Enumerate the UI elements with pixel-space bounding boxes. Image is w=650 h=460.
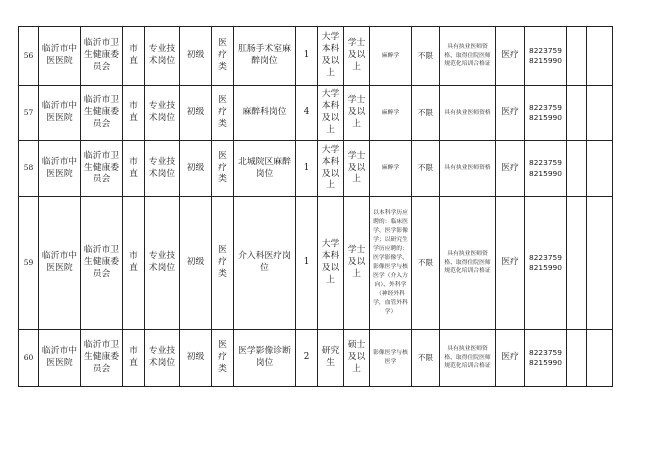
degree-requirement: 学士及以上 [344,27,370,86]
blank-cell [567,86,587,141]
major-requirement: 以本科学历应聘的：临床医学、医学影像学；以研究生学历应聘的：医学影像学、影像医学与核医学（介入方向）、外科学（神经外科学，血管外科学） [370,197,412,330]
exam-type: 医疗 [496,141,525,197]
blank-cell [587,330,613,387]
row-number: 57 [19,86,39,141]
job-posting-table [18,26,613,387]
post-name: 麻醉科岗位 [234,86,296,141]
qualification-requirement: 具有执业医师资格、取得住院医师规范化培训合格证 [440,330,496,387]
unit-name: 临沂市中医医院 [39,197,81,330]
recruit-count: 1 [296,141,318,197]
major-requirement: 麻醉学 [370,86,412,141]
authority-name: 临沂市卫生健康委员会 [81,27,123,86]
qualification-requirement: 具有执业医师资格 [440,141,496,197]
post-name: 医学影像诊断岗位 [234,330,296,387]
phone-primary: 8223759 [529,252,562,262]
other-requirement: 不限 [412,330,440,387]
post-category: 医疗类 [212,86,234,141]
phone-secondary: 8215990 [529,358,562,367]
post-grade: 初级 [180,330,212,387]
degree-requirement: 学士及以上 [344,86,370,141]
blank-cell [567,330,587,387]
post-type: 专业技术岗位 [145,141,180,197]
level-cell: 市直 [123,27,145,86]
table-row [19,141,613,197]
education-requirement: 大学本科及以上 [318,141,344,197]
unit-name: 临沂市中医医院 [39,86,81,141]
level-cell: 市直 [123,141,145,197]
post-category: 医疗类 [212,141,234,197]
blank-cell [587,197,613,330]
major-requirement: 影像医学与核医学 [370,330,412,387]
phone-secondary: 8215990 [529,56,562,65]
authority-name: 临沂市卫生健康委员会 [81,141,123,197]
post-type: 专业技术岗位 [145,197,180,330]
level-cell: 市直 [123,197,145,330]
phone-secondary: 8215990 [529,113,562,122]
post-type: 专业技术岗位 [145,330,180,387]
authority-name: 临沂市卫生健康委员会 [81,330,123,387]
qualification-requirement: 具有执业医师资格、取得住院医师规范化培训合格证 [440,197,496,330]
table-row [19,86,613,141]
education-requirement: 大学本科及以上 [318,86,344,141]
post-grade: 初级 [180,197,212,330]
recruit-count: 1 [296,197,318,330]
recruit-count: 4 [296,86,318,141]
post-name: 北城院区麻醉岗位 [234,141,296,197]
post-name: 肛肠手术室麻醉岗位 [234,27,296,86]
contact-phone [525,27,567,86]
level-cell: 市直 [123,86,145,141]
other-requirement: 不限 [412,27,440,86]
post-type: 专业技术岗位 [145,27,180,86]
exam-type: 医疗 [496,197,525,330]
post-name: 介入科医疗岗位 [234,197,296,330]
degree-requirement: 学士及以上 [344,141,370,197]
unit-name: 临沂市中医医院 [39,330,81,387]
education-requirement: 大学本科及以上 [318,197,344,330]
qualification-requirement: 具有执业医师资格 [440,86,496,141]
post-category: 医疗类 [212,330,234,387]
table-row [19,197,613,330]
phone-primary: 8223759 [529,347,562,357]
row-number: 56 [19,27,39,86]
row-number: 58 [19,141,39,197]
phone-primary: 8223759 [529,102,562,112]
post-category: 医疗类 [212,27,234,86]
blank-cell [587,27,613,86]
phone-primary: 8223759 [529,158,562,168]
post-grade: 初级 [180,86,212,141]
table-row [19,27,613,86]
authority-name: 临沂市卫生健康委员会 [81,86,123,141]
major-requirement: 麻醉学 [370,141,412,197]
recruit-count: 1 [296,27,318,86]
table-row [19,330,613,387]
contact-phone [525,141,567,197]
education-requirement: 研究生 [318,330,344,387]
phone-primary: 8223759 [529,45,562,55]
major-requirement: 麻醉学 [370,27,412,86]
unit-name: 临沂市中医医院 [39,27,81,86]
other-requirement: 不限 [412,197,440,330]
qualification-requirement: 具有执业医师资格、取得住院医师规范化培训合格证 [440,27,496,86]
exam-type: 医疗 [496,330,525,387]
contact-phone [525,86,567,141]
degree-requirement: 学士及以上 [344,197,370,330]
post-type: 专业技术岗位 [145,86,180,141]
post-category: 医疗类 [212,197,234,330]
contact-phone [525,330,567,387]
phone-secondary: 8215990 [529,263,562,272]
exam-type: 医疗 [496,86,525,141]
other-requirement: 不限 [412,141,440,197]
blank-cell [567,141,587,197]
row-number: 60 [19,330,39,387]
post-grade: 初级 [180,141,212,197]
post-grade: 初级 [180,27,212,86]
unit-name: 临沂市中医医院 [39,141,81,197]
phone-secondary: 8215990 [529,168,562,178]
row-number: 59 [19,197,39,330]
blank-cell [587,86,613,141]
exam-type: 医疗 [496,27,525,86]
recruit-count: 2 [296,330,318,387]
contact-phone [525,197,567,330]
education-requirement: 大学本科及以上 [318,27,344,86]
other-requirement: 不限 [412,86,440,141]
degree-requirement: 硕士及以上 [344,330,370,387]
blank-cell [567,27,587,86]
authority-name: 临沂市卫生健康委员会 [81,197,123,330]
level-cell: 市直 [123,330,145,387]
blank-cell [567,197,587,330]
blank-cell [587,141,613,197]
